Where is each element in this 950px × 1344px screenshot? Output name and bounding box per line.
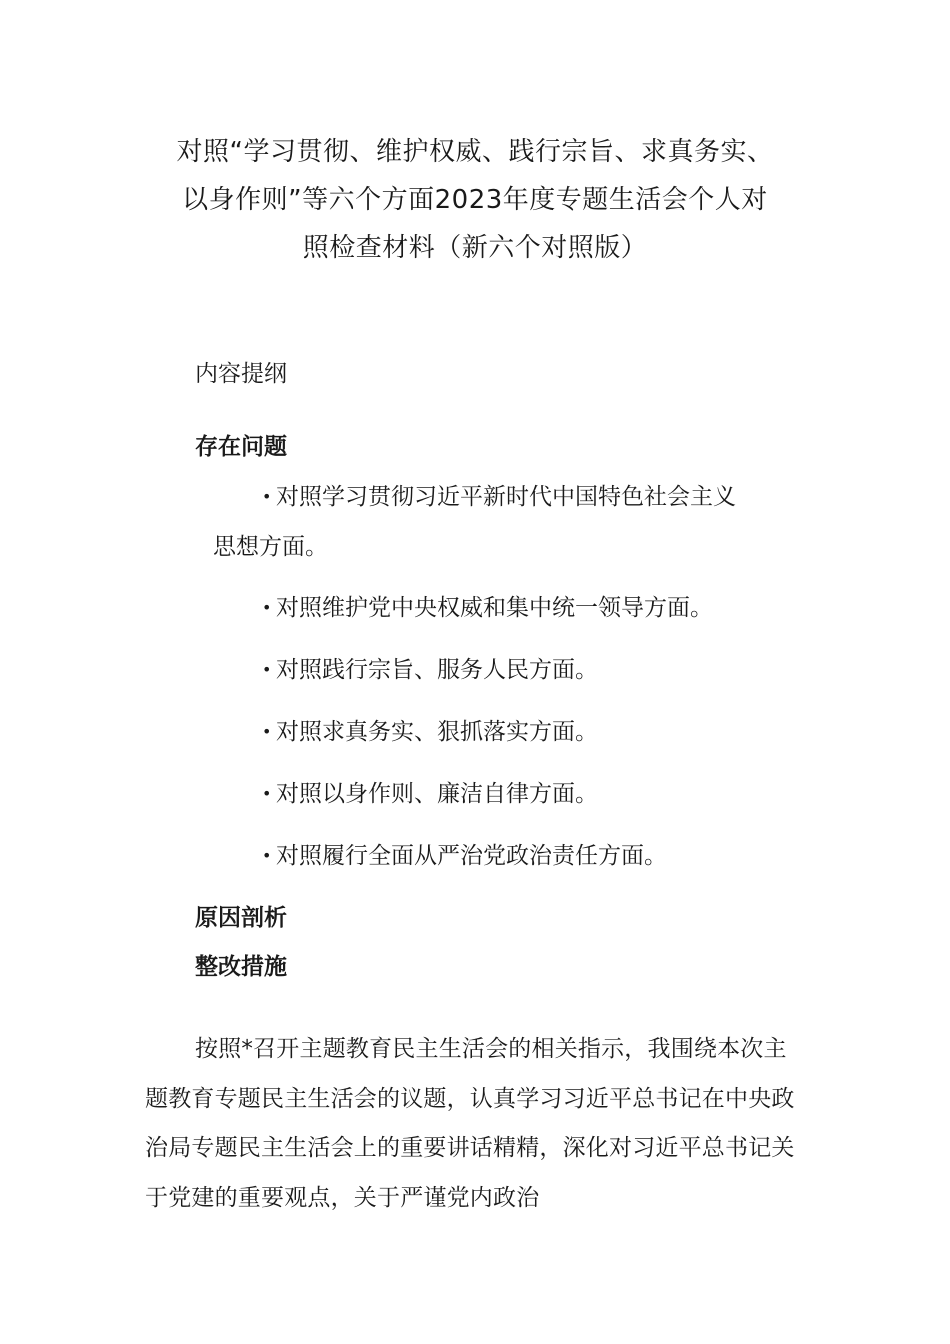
bullet-item bbox=[262, 715, 598, 749]
outline-label: 内容提纲 bbox=[195, 361, 287, 387]
bullet-dot: • bbox=[262, 846, 272, 865]
title-line-3: 照检查材料（新六个对照版） bbox=[302, 233, 648, 263]
bullet-text: 对照求真务实、狠抓落实方面。 bbox=[276, 719, 598, 745]
bullet-text: 对照践行宗旨、服务人民方面。 bbox=[276, 657, 598, 683]
body-paragraph: 按照*召开主题教育民主生活会的相关指示，我围绕本次主题教育专题民主生活会的议题，认真学习习近平总书记在中央政治局专题民主生活会上的重要讲话精精，深化对习近平总书记关于党建的重要观点，关于严谨党内政治 bbox=[145, 1036, 795, 1211]
bullet-text: 对照学习贯彻习近平新时代中国特色社会主义 bbox=[276, 484, 736, 510]
section-heading-causes: 原因剖析 bbox=[195, 905, 287, 931]
bullet-dot: • bbox=[262, 784, 272, 803]
title-line-1: 对照“学习贯彻、维护权威、践行宗旨、求真务实、 bbox=[176, 137, 774, 167]
bullet-item bbox=[262, 653, 598, 687]
document-title bbox=[140, 128, 810, 272]
bullet-text: 对照以身作则、廉洁自律方面。 bbox=[276, 781, 598, 807]
bullet-dot: • bbox=[262, 598, 272, 617]
bullet-item bbox=[262, 480, 736, 514]
section-heading-measures: 整改措施 bbox=[195, 954, 287, 980]
bullet-item bbox=[262, 839, 667, 873]
bullet-text-continuation: 思想方面。 bbox=[213, 534, 328, 560]
title-line-2: 以身作则”等六个方面2023年度专题生活会个人对 bbox=[182, 185, 768, 215]
bullet-dot: • bbox=[262, 660, 272, 679]
bullet-text: 对照履行全面从严治党政治责任方面。 bbox=[276, 843, 667, 869]
bullet-dot: • bbox=[262, 722, 272, 741]
bullet-dot: • bbox=[262, 487, 272, 506]
bullet-item bbox=[262, 591, 713, 625]
section-heading-problems: 存在问题 bbox=[195, 434, 287, 460]
bullet-text: 对照维护党中央权威和集中统一领导方面。 bbox=[276, 595, 713, 621]
bullet-item bbox=[262, 777, 598, 811]
